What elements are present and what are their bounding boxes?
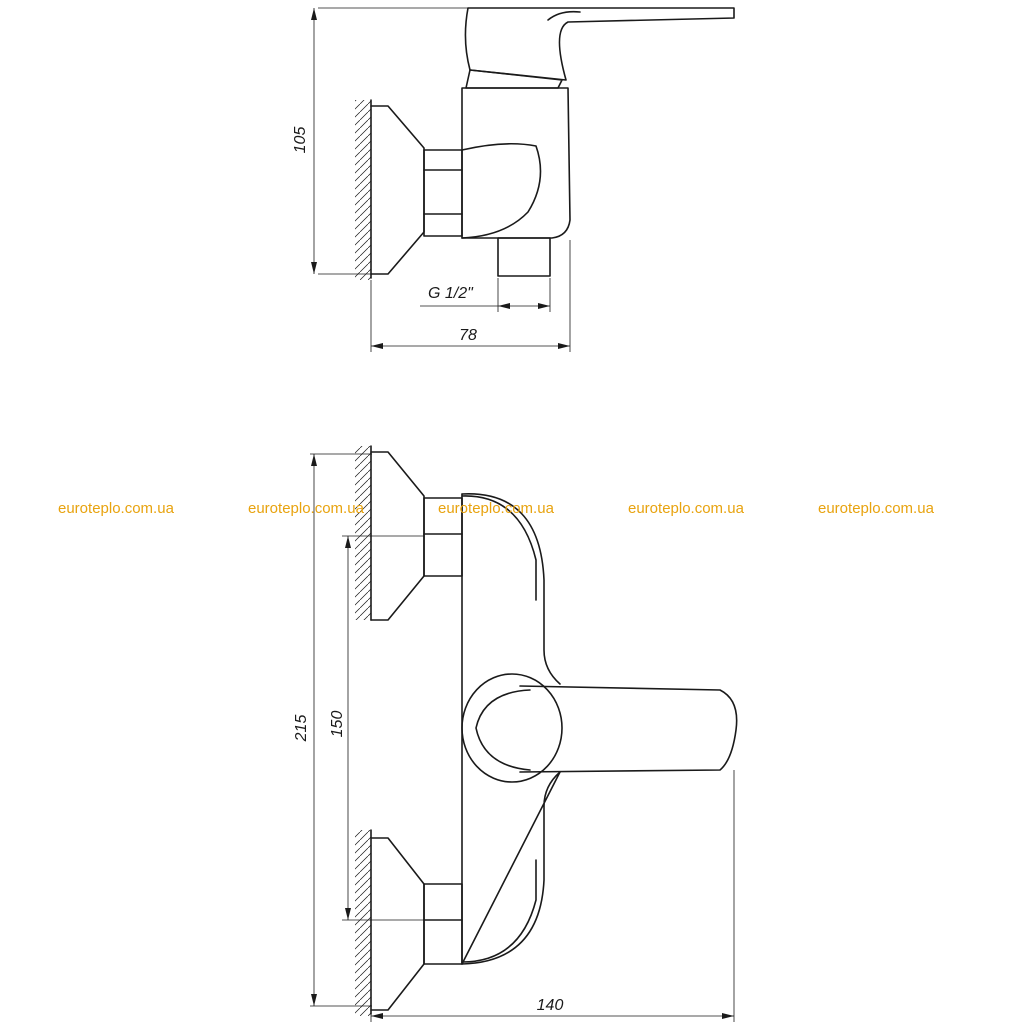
front-lower-escutcheon	[371, 838, 424, 1010]
side-view	[292, 8, 734, 352]
side-lever-handle	[465, 8, 734, 80]
front-view	[293, 446, 737, 1022]
front-lever-base	[462, 674, 562, 782]
front-width-dimension: 140	[536, 997, 564, 1014]
side-connector	[424, 150, 462, 236]
side-height-dimension: 105	[292, 126, 309, 154]
watermark-text: euroteplo.com.ua	[438, 500, 554, 517]
watermark-text: euroteplo.com.ua	[248, 500, 364, 517]
front-lower-wall-hatching	[355, 830, 371, 1016]
watermark-text: euroteplo.com.ua	[628, 500, 744, 517]
watermark-text: euroteplo.com.ua	[818, 500, 934, 517]
front-center-dimension: 150	[329, 710, 346, 738]
watermark-text: euroteplo.com.ua	[58, 500, 174, 517]
side-mixer-body	[462, 88, 570, 238]
side-thread-dimension: G 1/2"	[428, 285, 473, 302]
side-escutcheon	[371, 106, 424, 274]
front-upper-wall-hatching	[355, 446, 371, 620]
side-outlet	[498, 238, 550, 276]
front-height-dimension: 215	[293, 714, 310, 742]
side-depth-dimension: 78	[459, 327, 477, 344]
side-wall-hatching	[355, 100, 371, 280]
